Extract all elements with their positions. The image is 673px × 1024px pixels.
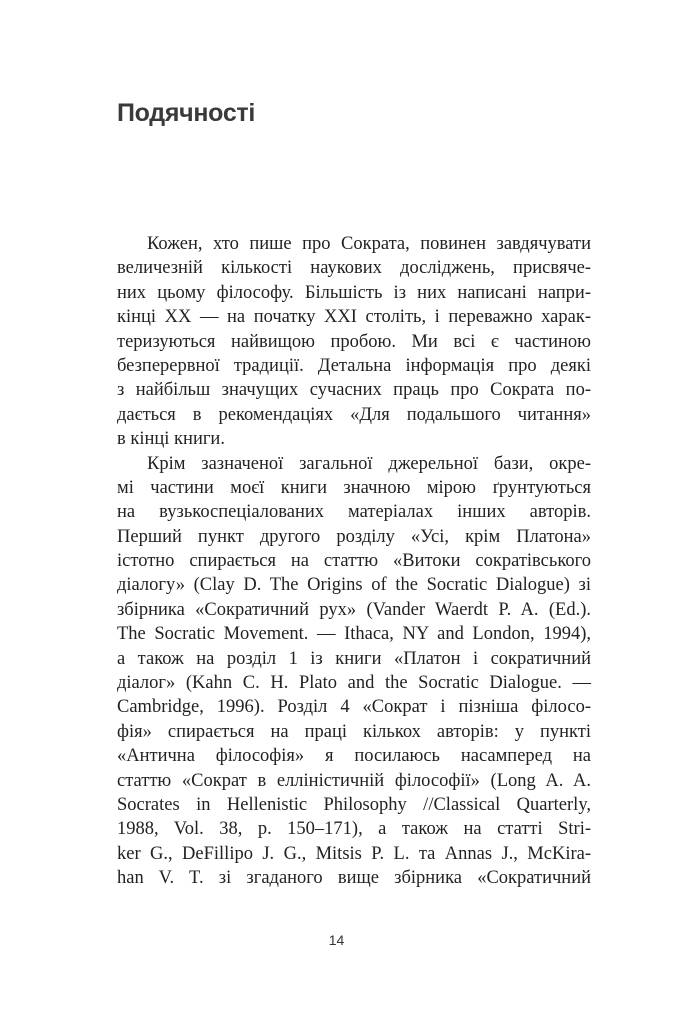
text-line: істотно спирається на статтю «Витоки сократівського <box>117 551 591 572</box>
text-line: ker G., DeFillipo J. G., Mitsis P. L. та Annas J., McKira- <box>117 843 591 864</box>
text-line: Крім зазначеної загальної джерельної бази, окре- <box>147 453 591 474</box>
text-line: теризуються найвищою пробою. Ми всі є частиною <box>117 331 591 352</box>
text-line: збірника «Сократичний рух» (Vander Waerdt P. A. (Ed.). <box>117 599 591 620</box>
page-number: 14 <box>328 932 345 948</box>
text-line: Перший пункт другого розділу «Усі, крім Платона» <box>117 526 591 547</box>
text-line: Кожен, хто пише про Сократа, повинен завдячувати <box>147 234 591 254</box>
text-line: діалог» (Kahn C. H. Plato and the Socratic Dialogue. — <box>117 673 591 694</box>
text-line: фія» спирається на праці кількох авторів: у пункті <box>117 721 591 742</box>
text-line: на вузькоспеціалованих матеріалах інших авторів. <box>117 502 591 523</box>
text-line: The Socratic Movement. — Ithaca, NY and London, 1994), <box>117 624 591 645</box>
text-line: діалогу» (Clay D. The Origins of the Socratic Dialogue) зі <box>117 575 591 596</box>
text-line: статтю «Сократ в елліністичній філософії» (Long A. A. <box>117 770 591 791</box>
text-line: кінці XX — на початку XXI століть, і переважно харак- <box>117 307 591 328</box>
body-text <box>117 232 591 891</box>
text-line: han V. T. зі згаданого вище збірника «Сократичний <box>117 868 591 889</box>
text-line: «Антична філософія» я посилаюсь насамперед на <box>117 746 591 767</box>
text-line: Socrates in Hellenistic Philosophy //Classical Quarterly, <box>117 794 591 815</box>
text-line: них цьому філософу. Більшість із них написані напри- <box>117 282 591 303</box>
section-heading: Подячності <box>117 99 256 127</box>
text-line: мі частини моєї книги значною мірою ґрунтуються <box>117 477 591 498</box>
text-line: дається в рекомендаціях «Для подальшого читання» <box>117 404 591 425</box>
text-line: а також на розділ 1 із книги «Платон і сократичний <box>117 648 591 669</box>
text-line: Cambridge, 1996). Розділ 4 «Сократ і пізніша філосо- <box>117 697 591 718</box>
text-line: безперервної традиції. Детальна інформація про деякі <box>117 355 591 376</box>
text-line: 1988, Vol. 38, p. 150–171), а також на статті Stri- <box>117 819 591 840</box>
text-line: з найбільш значущих сучасних праць про Сократа по- <box>117 380 591 401</box>
text-line: величезній кількості наукових досліджень, присвяче- <box>117 258 591 279</box>
paragraph <box>117 452 591 891</box>
paragraph <box>117 232 591 452</box>
text-line: в кінці книги. <box>117 429 225 450</box>
